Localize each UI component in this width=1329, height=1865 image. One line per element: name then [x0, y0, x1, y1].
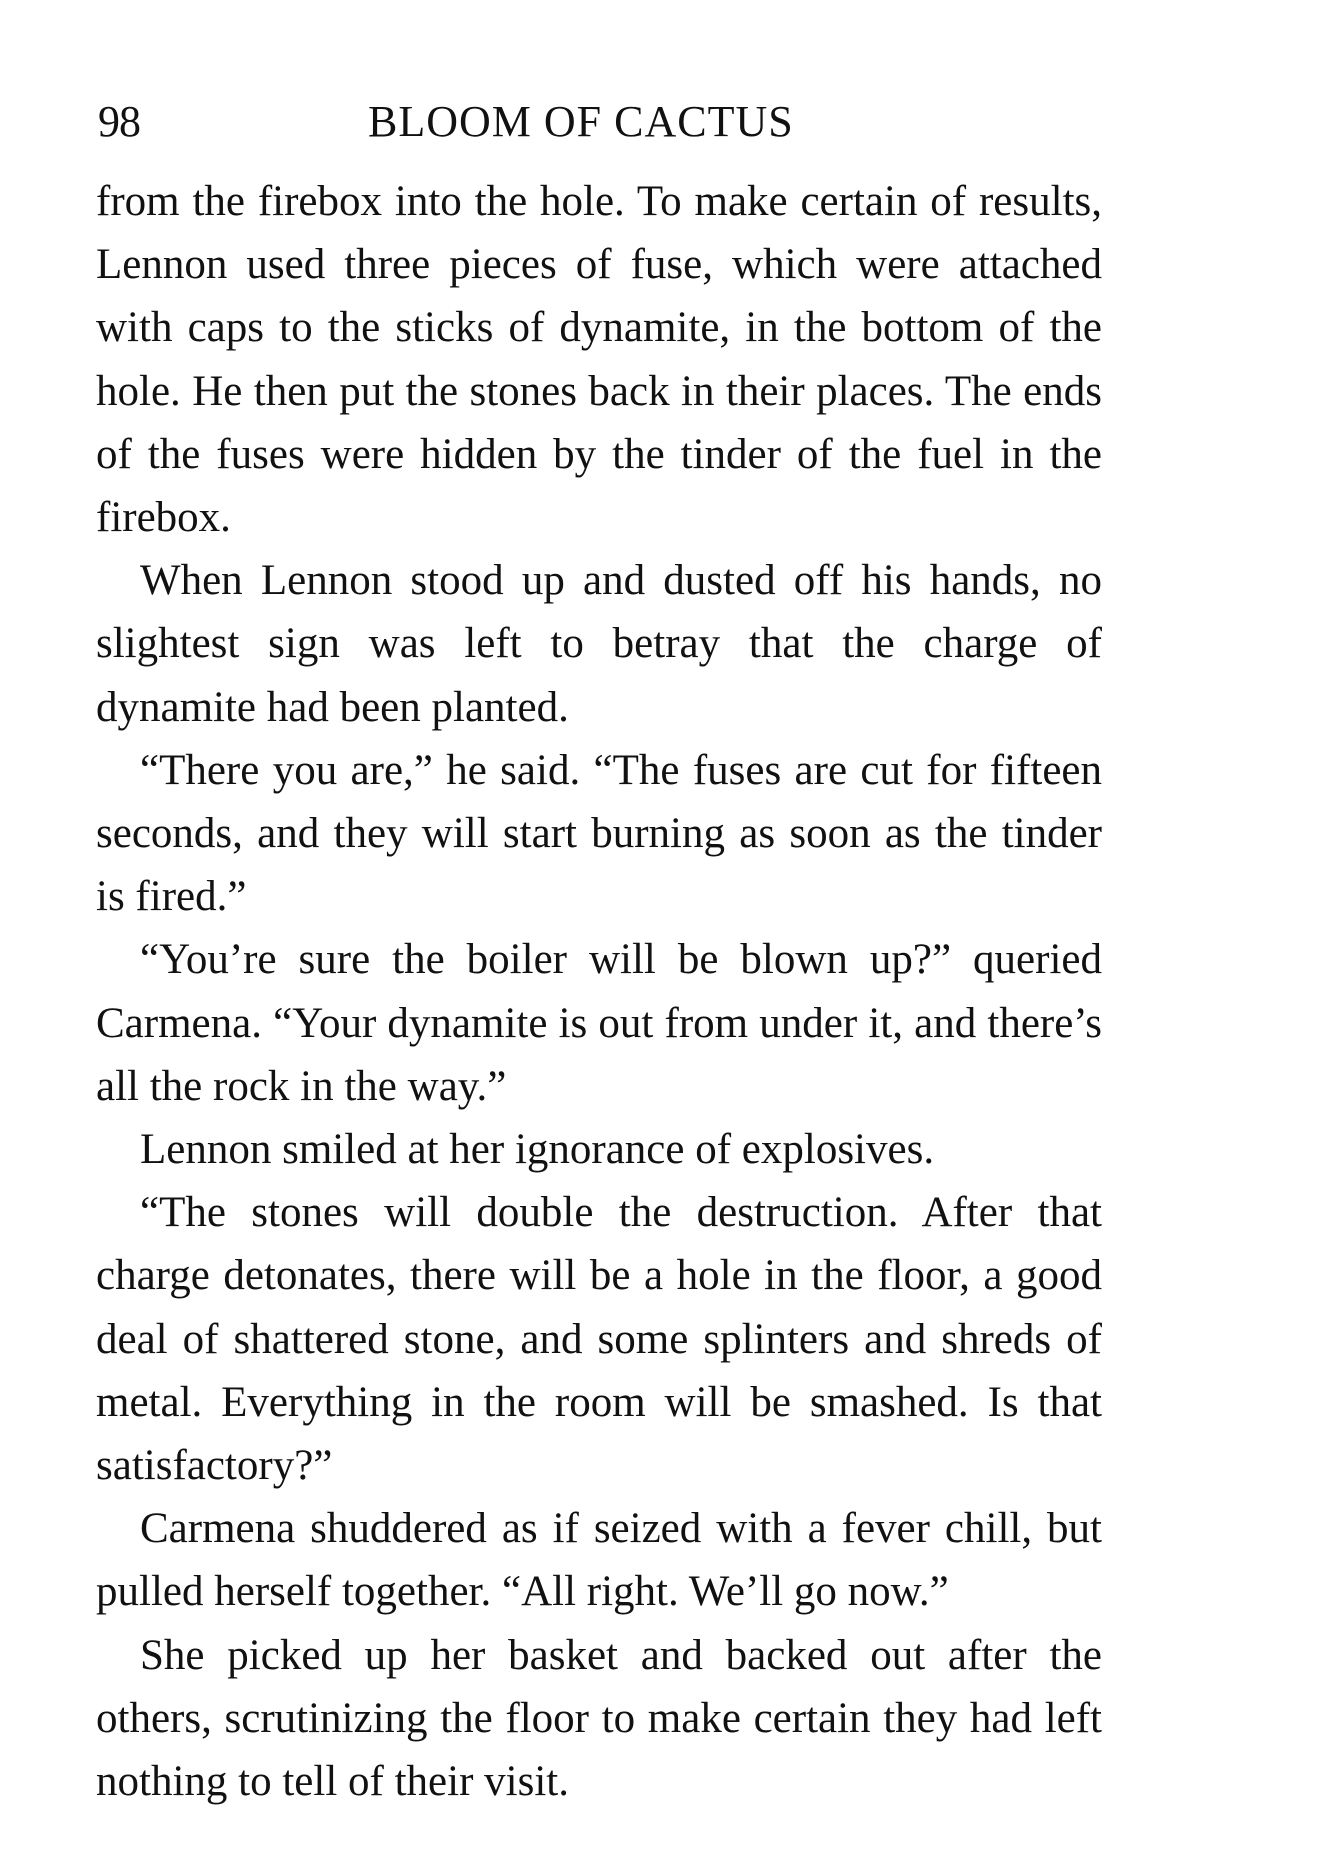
paragraph: When Lennon stood up and dusted off his hands, no slightest sign was left to betray that the charge of dynamite had been planted. [96, 557, 1102, 731]
paragraph: Carmena shuddered as if seized with a fever chill, but pulled herself together. “All right. We’ll go now.” [96, 1505, 1102, 1616]
paragraph: She picked up her basket and backed out after the others, scrutinizing the floor to make certain they had left nothing to tell of their visit. [96, 1631, 1102, 1806]
body-text [96, 170, 1102, 1813]
book-title: BLOOM OF CACTUS [368, 97, 794, 146]
paragraph: “You’re sure the boiler will be blown up?” queried Carmena. “Your dynamite is out from under it, and there’s all the rock in the way.” [96, 936, 1102, 1110]
page-number: 98 [98, 97, 140, 146]
paragraph-continuation: from the firebox into the hole. To make certain of results, Lennon used three pieces of fuse, which were attached with caps to the sticks of dynamite, in the bottom of the hole. He then put the stones back in their places. The ends of the fuses were hidden by the tinder of the fuel in the firebox. [96, 178, 1102, 542]
running-head [98, 92, 1108, 152]
paragraph: “There you are,” he said. “The fuses are cut for fifteen seconds, and they will start burning as soon as the tinder is fired.” [96, 746, 1102, 921]
paragraph: Lennon smiled at her ignorance of explosives. [140, 1126, 935, 1174]
paragraph: “The stones will double the destruction. After that charge detonates, there will be a hole in the floor, a good deal of shattered stone, and some splinters and shreds of metal. Everything in the room will be smashed. Is that satisfactory?” [96, 1189, 1102, 1490]
